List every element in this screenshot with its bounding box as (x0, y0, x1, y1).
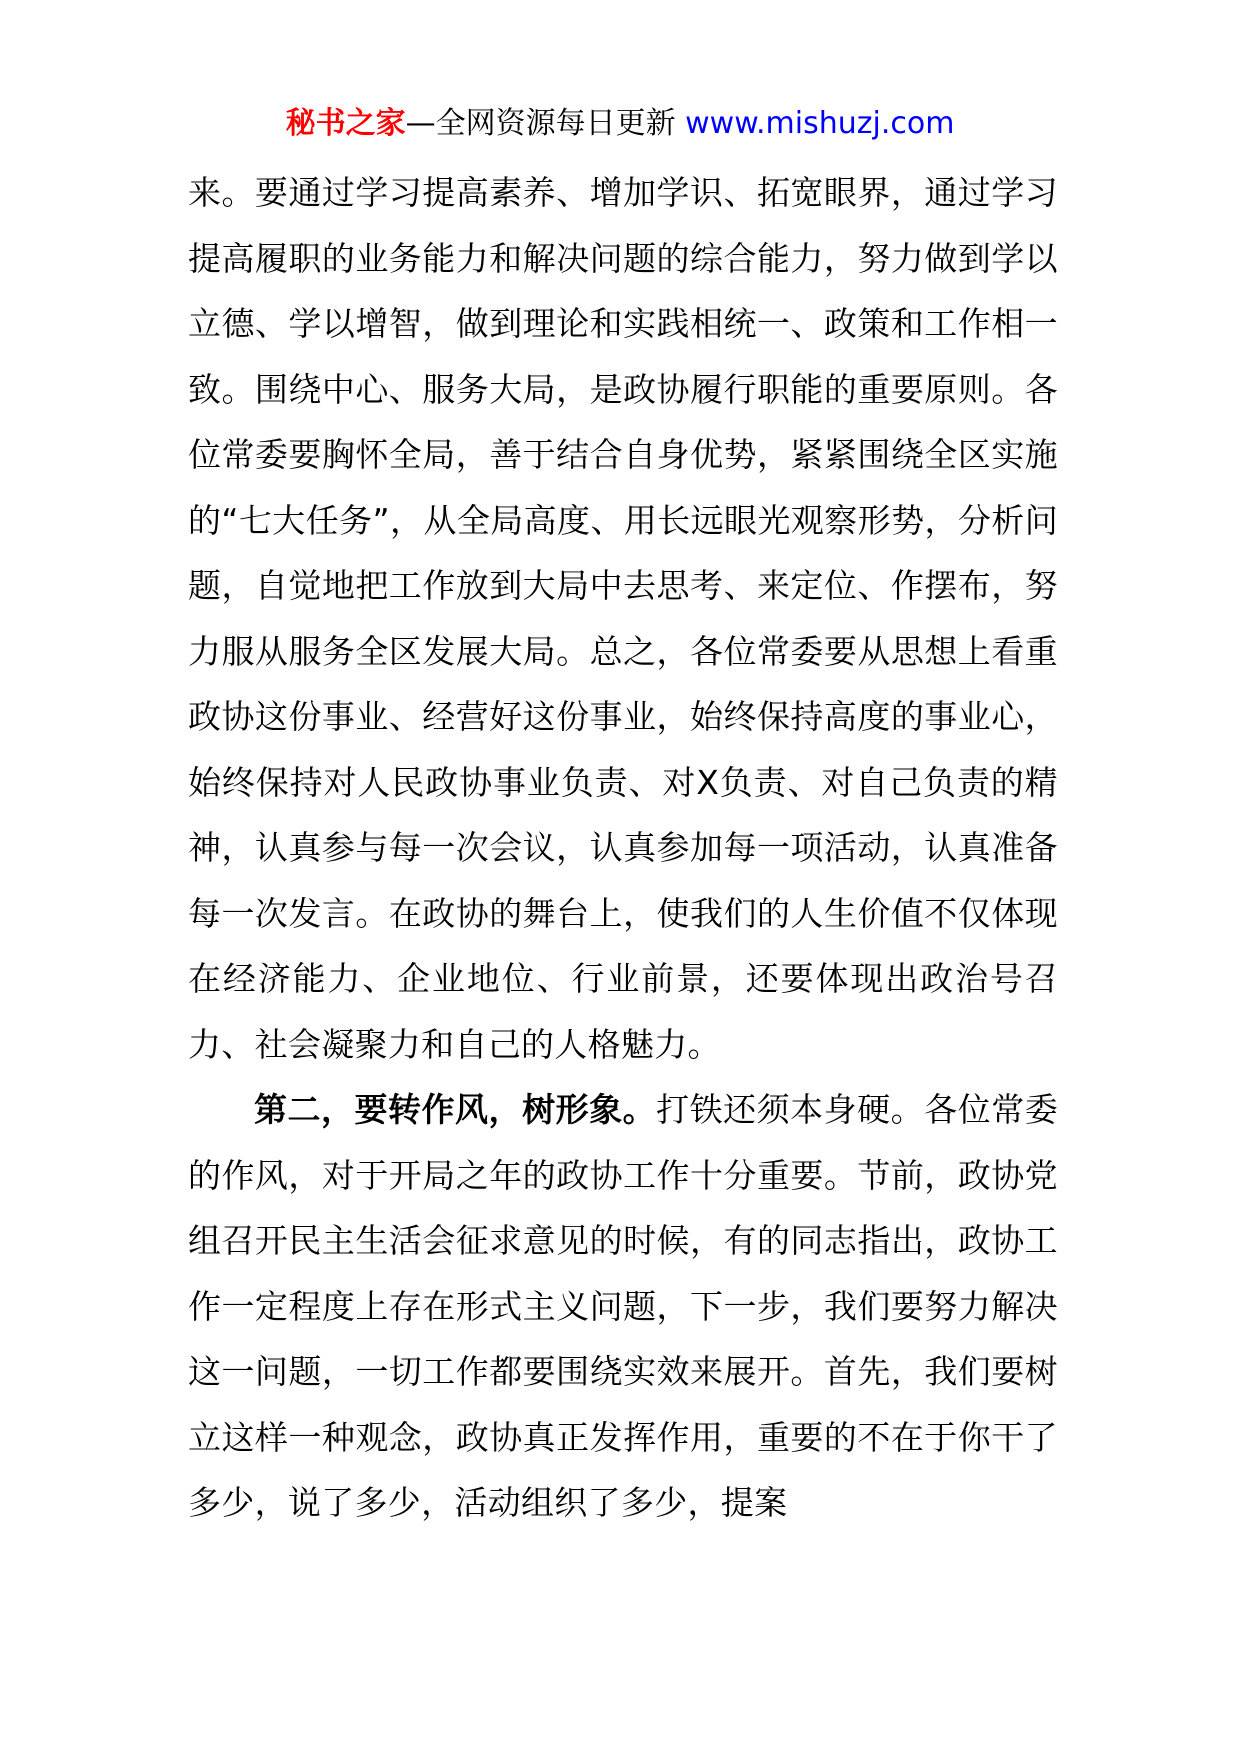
paragraph-1: 来。要通过学习提高素养、增加学识、拓宽眼界，通过学习提高履职的业务能力和解决问题的综合能力，努力做到学以立德、学以增智，做到理论和实践相统一、政策和工作相一致。围绕中心、服务大局，是政协履行职能的重要原则。各位常委要胸怀全局，善于结合自身优势，紧紧围绕全区实施的“七大任务”，从全局高度、用长远眼光观察形势，分析问题，自觉地把工作放到大局中去思考、来定位、作摆布，努力服从服务全区发展大局。总之，各位常委要从思想上看重政协这份事业、经营好这份事业，始终保持高度的事业心，始终保持对人民政协事业负责、对X负责、对自己负责的精神，认真参与每一次会议，认真参加每一项活动，认真准备每一次发言。在政协的舞台上，使我们的人生价值不仅体现在经济能力、企业地位、行业前景，还要体现出政治号召力、社会凝聚力和自己的人格魅力。 (188, 173, 1058, 1064)
header-url-link[interactable]: www.mishuzj.com (685, 106, 955, 141)
header-tagline: —全网资源每日更新 (405, 106, 676, 141)
paragraph-2-lead: 第二，要转作风，树形象。 (254, 1090, 657, 1129)
page-header (0, 102, 1240, 146)
paragraph-2-body: 打铁还须本身硬。各位常委的作风，对于开局之年的政协工作十分重要。节前，政协党组召开民主生活会征求意见的时候，有的同志指出，政协工作一定程度上存在形式主义问题，下一步，我们要努力解决这一问题，一切工作都要围绕实效来展开。首先，我们要树立这样一种观念，政协真正发挥作用，重要的不在于你干了多少，说了多少，活动组织了多少，提案 (188, 1090, 1058, 1522)
document-body (188, 160, 1058, 1536)
paragraph-2 (188, 1077, 1058, 1536)
header-brand: 秘书之家 (285, 106, 406, 141)
